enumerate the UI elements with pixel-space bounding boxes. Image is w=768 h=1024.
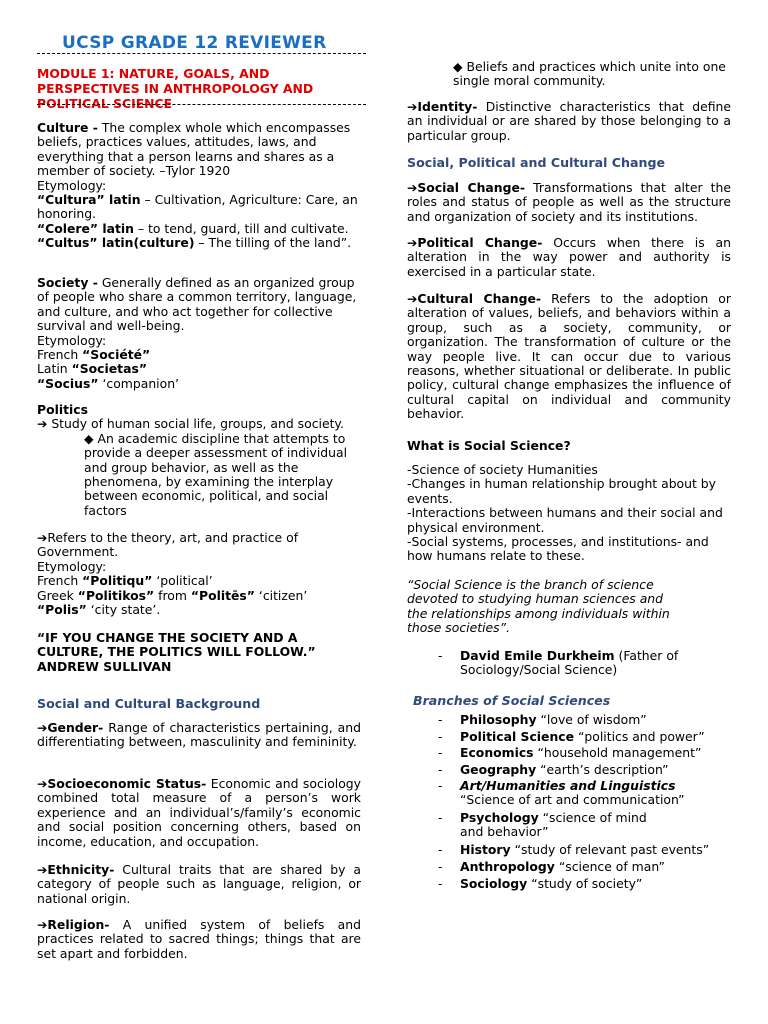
political-change-def: Occurs when there is an alteration in the way power and authority is exercised in a particular state. — [407, 235, 731, 279]
social-change-term: ➔Social Change- — [407, 180, 526, 195]
societas-word: “Societas” — [71, 361, 147, 377]
social-science-item: -Changes in human relationship brought about by events. — [407, 476, 716, 506]
module-heading: MODULE 1: NATURE, GOALS, AND PERSPECTIVES IN ANTHROPOLOGY AND POLITICAL SCIENCE — [37, 66, 314, 111]
culture-etymology-label: Etymology: — [37, 177, 107, 193]
durkheim-name: David Emile Durkheim — [460, 648, 615, 663]
list-dash: - — [438, 778, 443, 793]
society-section — [37, 276, 361, 391]
branch-description: “science of mind and behavior” — [460, 810, 647, 840]
society-term: Society - — [37, 275, 98, 290]
socius-word: “Socius” — [37, 375, 99, 391]
module-divider — [37, 104, 366, 105]
politics-government — [37, 531, 361, 617]
politics-heading: Politics — [37, 402, 88, 417]
branches-heading: Branches of Social Sciences — [413, 693, 611, 708]
culture-section — [37, 121, 361, 251]
identity-entry — [407, 100, 731, 143]
ethnicity-entry — [37, 863, 361, 906]
politics-subpoint: ◆ An academic discipline that attempts to provide a deeper assessment of individual and group behavior, as well as the phenomena, by examining the interplay between economic, political, and social factors — [84, 430, 348, 518]
cultural-change-def: Refers to the adoption or alteration of values, beliefs, and behaviors within a group, such as a society, community, or organization. The transformation of culture or the way people live. It can occur due to various reasons, whether situational or deliberate. In public policy, cultural change emphasizes the influence of cultural capital on individual and community behavior. — [407, 291, 731, 422]
politiqu-word: “Politiqu” — [82, 573, 153, 589]
social-change-entry — [407, 181, 731, 224]
politics-etymology-label: Etymology: — [37, 558, 107, 574]
cultura-def: – Cultivation, Agriculture: Care, an honoring. — [37, 192, 358, 222]
politics-section — [37, 403, 361, 518]
identity-def: Distinctive characteristics that define an individual or are shared by those belonging to a particular group. — [407, 99, 731, 143]
religion-term: ➔Religion- — [37, 917, 110, 932]
religion-continued: ◆ Beliefs and practices which unite into one single moral community. — [453, 59, 726, 89]
branch-name: Psychology — [460, 810, 539, 825]
social-science-item: -Social systems, processes, and institutions- and how humans relate to these. — [407, 534, 709, 564]
politics-french-label: French — [37, 573, 83, 589]
gender-entry — [37, 721, 361, 750]
page-title: UCSP GRADE 12 REVIEWER — [62, 33, 327, 53]
political-change-entry — [407, 236, 731, 279]
branch-name: Philosophy — [460, 712, 537, 727]
branch-description: “study of relevant past events” — [510, 842, 710, 857]
background-heading: Social and Cultural Background — [37, 696, 261, 711]
religion-def: A unified system of beliefs and practices related to sacred things; things that are set apart and forbidden. — [37, 917, 361, 961]
branch-description: “earth’s description” — [536, 762, 669, 777]
gender-def: Range of characteristics pertaining, and differentiating between, masculinity and femininity. — [37, 720, 361, 750]
politikos-word: “Politikos” — [77, 587, 155, 603]
sullivan-quote: “IF YOU CHANGE THE SOCIETY AND A CULTURE, THE POLITICS WILL FOLLOW.” ANDREW SULLIVAN — [37, 630, 316, 674]
list-dash: - — [438, 648, 443, 663]
society-latin-label: Latin — [37, 361, 72, 377]
branch-name: Political Science — [460, 729, 575, 744]
politics-from: from — [154, 587, 191, 603]
ethnicity-def: Cultural traits that are shared by a category of people such as language, religion, or national origin. — [37, 862, 361, 906]
branch-description: “Science of art and communication” — [460, 792, 685, 808]
branch-name: Art/Humanities and Linguistics — [460, 778, 676, 793]
list-dash: - — [438, 859, 443, 874]
society-etymology-label: Etymology: — [37, 332, 107, 348]
politiqu-def: ‘political’ — [152, 573, 213, 589]
list-dash: - — [438, 810, 443, 825]
ethnicity-term: ➔Ethnicity- — [37, 862, 115, 877]
list-dash: - — [438, 762, 443, 777]
ses-def: Economic and sociology combined total measure of a person’s work experience and an individual’s/family’s economic and social position concerning others, based on income, education, and occupation. — [37, 776, 362, 849]
ses-term: ➔Socioeconomic Status- — [37, 776, 207, 791]
cultural-change-entry — [407, 292, 731, 422]
politics-point-1: ➔ Study of human social life, groups, and society. — [37, 416, 344, 432]
cultural-change-term: ➔Cultural Change- — [407, 291, 542, 306]
durkheim-desc: (Father of Sociology/Social Science) — [460, 648, 679, 678]
list-dash: - — [438, 842, 443, 857]
colere-term: “Colere” latin — [37, 220, 134, 236]
list-dash: - — [438, 729, 443, 744]
branch-description: “love of wisdom” — [536, 712, 647, 727]
social-science-item: -Science of society Humanities — [407, 462, 598, 477]
list-dash: - — [438, 745, 443, 760]
social-science-quote: “Social Science is the branch of science devoted to studying human sciences and the relationships among individuals within those societies”. — [407, 577, 670, 636]
branch-description: “politics and power” — [574, 729, 705, 744]
list-dash: - — [438, 876, 443, 891]
branch-name: Economics — [460, 745, 534, 760]
cultura-term: “Cultura” latin — [37, 192, 141, 208]
title-divider — [37, 53, 366, 54]
political-change-term: ➔Political Change- — [407, 235, 543, 250]
socius-def: ‘companion’ — [98, 375, 179, 391]
branch-description: “household management” — [533, 745, 702, 760]
ses-entry — [37, 777, 361, 849]
branch-description: “study of society” — [527, 876, 643, 891]
colere-def: – to tend, guard, till and cultivate. — [133, 220, 349, 236]
identity-term: ➔Identity- — [407, 99, 478, 114]
polites-def: ‘citizen’ — [254, 587, 308, 603]
society-definition: Generally defined as an organized group of people who share a common territory, language, and culture, and who act together for collective survival and well-being. — [37, 275, 357, 334]
branch-name: Geography — [460, 762, 537, 777]
list-dash: - — [438, 712, 443, 727]
politics-point-2: ➔Refers to the theory, art, and practice of Government. — [37, 530, 299, 560]
culture-term: Culture - — [37, 120, 98, 135]
polis-word: “Polis” — [37, 602, 87, 618]
polites-word: “Politēs” — [190, 587, 255, 603]
social-science-item: -Interactions between humans and their social and physical environment. — [407, 505, 723, 535]
social-change-def: Transformations that alter the roles and status of people as well as the structure and organization of society and its institutions. — [407, 180, 731, 224]
cultus-def: – The tilling of the land”. — [194, 235, 352, 251]
society-french-label: French — [37, 347, 83, 363]
religion-entry — [37, 918, 361, 961]
branch-name: History — [460, 842, 511, 857]
social-science-heading: What is Social Science? — [407, 438, 571, 453]
branch-name: Anthropology — [460, 859, 555, 874]
culture-definition: The complex whole which encompasses beliefs, practices values, attitudes, laws, and everything that a person learns and shares as a member of society. –Tylor 1920 — [37, 120, 351, 179]
gender-term: ➔Gender- — [37, 720, 104, 735]
change-heading: Social, Political and Cultural Change — [407, 155, 666, 170]
branch-name: Sociology — [460, 876, 528, 891]
polis-def: ‘city state’. — [86, 602, 161, 618]
branch-description: “science of man” — [554, 859, 665, 874]
social-science-list — [407, 463, 731, 564]
societe-word: “Société” — [82, 347, 151, 363]
cultus-term: “Cultus” latin(culture) — [37, 235, 195, 251]
politics-greek-label: Greek — [37, 587, 78, 603]
